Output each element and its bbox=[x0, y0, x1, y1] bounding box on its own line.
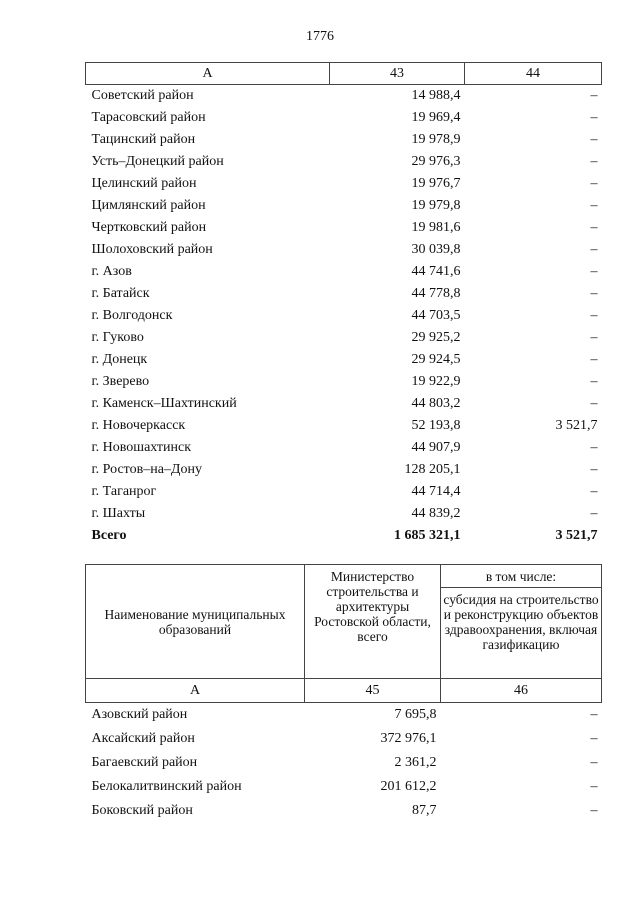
table-row bbox=[86, 173, 602, 195]
amount-cell: – bbox=[590, 154, 598, 169]
amount-cell: 14 988,4 bbox=[411, 88, 461, 103]
municipality-name: Шолоховский район bbox=[91, 242, 213, 257]
table-row bbox=[86, 349, 602, 371]
amount-cell: – bbox=[590, 242, 598, 257]
amount-cell: 19 979,8 bbox=[411, 198, 461, 213]
table-row bbox=[86, 703, 602, 728]
header-cell-44: 44 bbox=[465, 63, 602, 85]
amount-cell: 44 907,9 bbox=[411, 440, 461, 455]
table-header-row bbox=[86, 565, 602, 588]
amount-cell: – bbox=[590, 396, 598, 411]
table-row bbox=[86, 305, 602, 327]
municipality-name: Аксайский район bbox=[91, 731, 195, 746]
municipality-name: г. Донецк bbox=[91, 352, 148, 367]
municipality-name: г. Каменск–Шахтинский bbox=[91, 396, 237, 411]
municipality-name: Советский район bbox=[91, 88, 194, 103]
amount-cell: – bbox=[590, 176, 598, 191]
amount-cell: 44 741,6 bbox=[411, 264, 461, 279]
total-value-44: 3 521,7 bbox=[555, 528, 598, 543]
amount-cell: – bbox=[590, 110, 598, 125]
index-cell-45: 45 bbox=[305, 679, 441, 703]
table-row bbox=[86, 775, 602, 799]
amount-cell: 372 976,1 bbox=[380, 731, 437, 746]
municipality-name: Белокалитвинский район bbox=[91, 779, 242, 794]
amount-cell: 128 205,1 bbox=[404, 462, 461, 477]
table-row bbox=[86, 371, 602, 393]
amount-cell: – bbox=[590, 132, 598, 147]
amount-cell: – bbox=[590, 198, 598, 213]
amount-cell: 44 714,4 bbox=[411, 484, 461, 499]
table-row bbox=[86, 503, 602, 525]
table-row bbox=[86, 283, 602, 305]
amount-cell: 29 925,2 bbox=[411, 330, 461, 345]
table-row bbox=[86, 151, 602, 173]
amount-cell: 19 981,6 bbox=[411, 220, 461, 235]
municipality-name: г. Зверево bbox=[91, 374, 150, 389]
header-cell-43: 43 bbox=[330, 63, 465, 85]
amount-cell: 52 193,8 bbox=[411, 418, 461, 433]
municipality-name: Чертковский район bbox=[91, 220, 207, 235]
table-row bbox=[86, 799, 602, 823]
amount-cell: – bbox=[590, 220, 598, 235]
municipality-name: Тацинский район bbox=[91, 132, 196, 147]
table-row bbox=[86, 129, 602, 151]
index-cell-a: А bbox=[86, 679, 305, 703]
total-label: Всего bbox=[91, 528, 127, 543]
amount-cell: 29 924,5 bbox=[411, 352, 461, 367]
table-row bbox=[86, 751, 602, 775]
total-row bbox=[86, 525, 602, 547]
amount-cell: – bbox=[590, 440, 598, 455]
table-row bbox=[86, 481, 602, 503]
budget-table-cols-45-46 bbox=[85, 564, 602, 823]
amount-cell: 44 778,8 bbox=[411, 286, 461, 301]
municipality-name: Багаевский район bbox=[91, 755, 198, 770]
municipality-name: г. Батайск bbox=[91, 286, 150, 301]
table-row bbox=[86, 437, 602, 459]
amount-cell: – bbox=[590, 352, 598, 367]
municipality-name: г. Таганрог bbox=[91, 484, 157, 499]
municipality-name: Целинский район bbox=[91, 176, 197, 191]
table-row bbox=[86, 459, 602, 481]
amount-cell: – bbox=[590, 707, 598, 722]
amount-cell: – bbox=[590, 264, 598, 279]
amount-cell: 3 521,7 bbox=[555, 418, 598, 433]
table-header-row bbox=[86, 63, 602, 85]
amount-cell: – bbox=[590, 506, 598, 521]
header-municipal-name: Наименование муниципальных образований bbox=[86, 565, 305, 679]
amount-cell: – bbox=[590, 462, 598, 477]
amount-cell: – bbox=[590, 731, 598, 746]
budget-table-cols-43-44 bbox=[85, 62, 602, 547]
table-row bbox=[86, 327, 602, 349]
table-row bbox=[86, 195, 602, 217]
municipality-name: Цимлянский район bbox=[91, 198, 206, 213]
municipality-name: г. Новочеркасск bbox=[91, 418, 186, 433]
municipality-name: г. Шахты bbox=[91, 506, 146, 521]
index-cell-46: 46 bbox=[441, 679, 602, 703]
amount-cell: – bbox=[590, 374, 598, 389]
amount-cell: 29 976,3 bbox=[411, 154, 461, 169]
header-healthcare-subsidy: субсидия на строительство и реконструкцию объектов здравоохранения, включая газификацию bbox=[441, 588, 602, 679]
amount-cell: 44 703,5 bbox=[411, 308, 461, 323]
amount-cell: 44 803,2 bbox=[411, 396, 461, 411]
municipality-name: г. Волгодонск bbox=[91, 308, 173, 323]
amount-cell: 44 839,2 bbox=[411, 506, 461, 521]
municipality-name: Боковский район bbox=[91, 803, 193, 818]
municipality-name: г. Гуково bbox=[91, 330, 144, 345]
amount-cell: – bbox=[590, 803, 598, 818]
amount-cell: – bbox=[590, 484, 598, 499]
municipality-name: г. Азов bbox=[91, 264, 132, 279]
header-including: в том числе: bbox=[441, 565, 602, 588]
table-row bbox=[86, 85, 602, 108]
total-value-43: 1 685 321,1 bbox=[394, 528, 461, 543]
amount-cell: 19 969,4 bbox=[411, 110, 461, 125]
column-index-row bbox=[86, 679, 602, 703]
amount-cell: 19 976,7 bbox=[411, 176, 461, 191]
amount-cell: 19 978,9 bbox=[411, 132, 461, 147]
municipality-name: г. Ростов–на–Дону bbox=[91, 462, 202, 477]
amount-cell: – bbox=[590, 308, 598, 323]
header-ministry-total: Министерство строительства и архитектуры Ростовской области, всего bbox=[305, 565, 441, 679]
amount-cell: 30 039,8 bbox=[411, 242, 461, 257]
table-row bbox=[86, 727, 602, 751]
page-number: 1776 bbox=[306, 29, 334, 44]
municipality-name: г. Новошахтинск bbox=[91, 440, 192, 455]
table-row bbox=[86, 415, 602, 437]
amount-cell: – bbox=[590, 330, 598, 345]
table-row bbox=[86, 217, 602, 239]
amount-cell: 19 922,9 bbox=[411, 374, 461, 389]
municipality-name: Усть–Донецкий район bbox=[91, 154, 224, 169]
table-row bbox=[86, 393, 602, 415]
amount-cell: 201 612,2 bbox=[380, 779, 437, 794]
municipality-name: Азовский район bbox=[91, 707, 188, 722]
amount-cell: – bbox=[590, 88, 598, 103]
amount-cell: 7 695,8 bbox=[394, 707, 437, 722]
amount-cell: 87,7 bbox=[412, 803, 437, 818]
amount-cell: 2 361,2 bbox=[394, 755, 437, 770]
municipality-name: Тарасовский район bbox=[91, 110, 206, 125]
table-row bbox=[86, 261, 602, 283]
table-row bbox=[86, 239, 602, 261]
amount-cell: – bbox=[590, 286, 598, 301]
amount-cell: – bbox=[590, 755, 598, 770]
amount-cell: – bbox=[590, 779, 598, 794]
table-row bbox=[86, 107, 602, 129]
header-cell-a: А bbox=[86, 63, 330, 85]
